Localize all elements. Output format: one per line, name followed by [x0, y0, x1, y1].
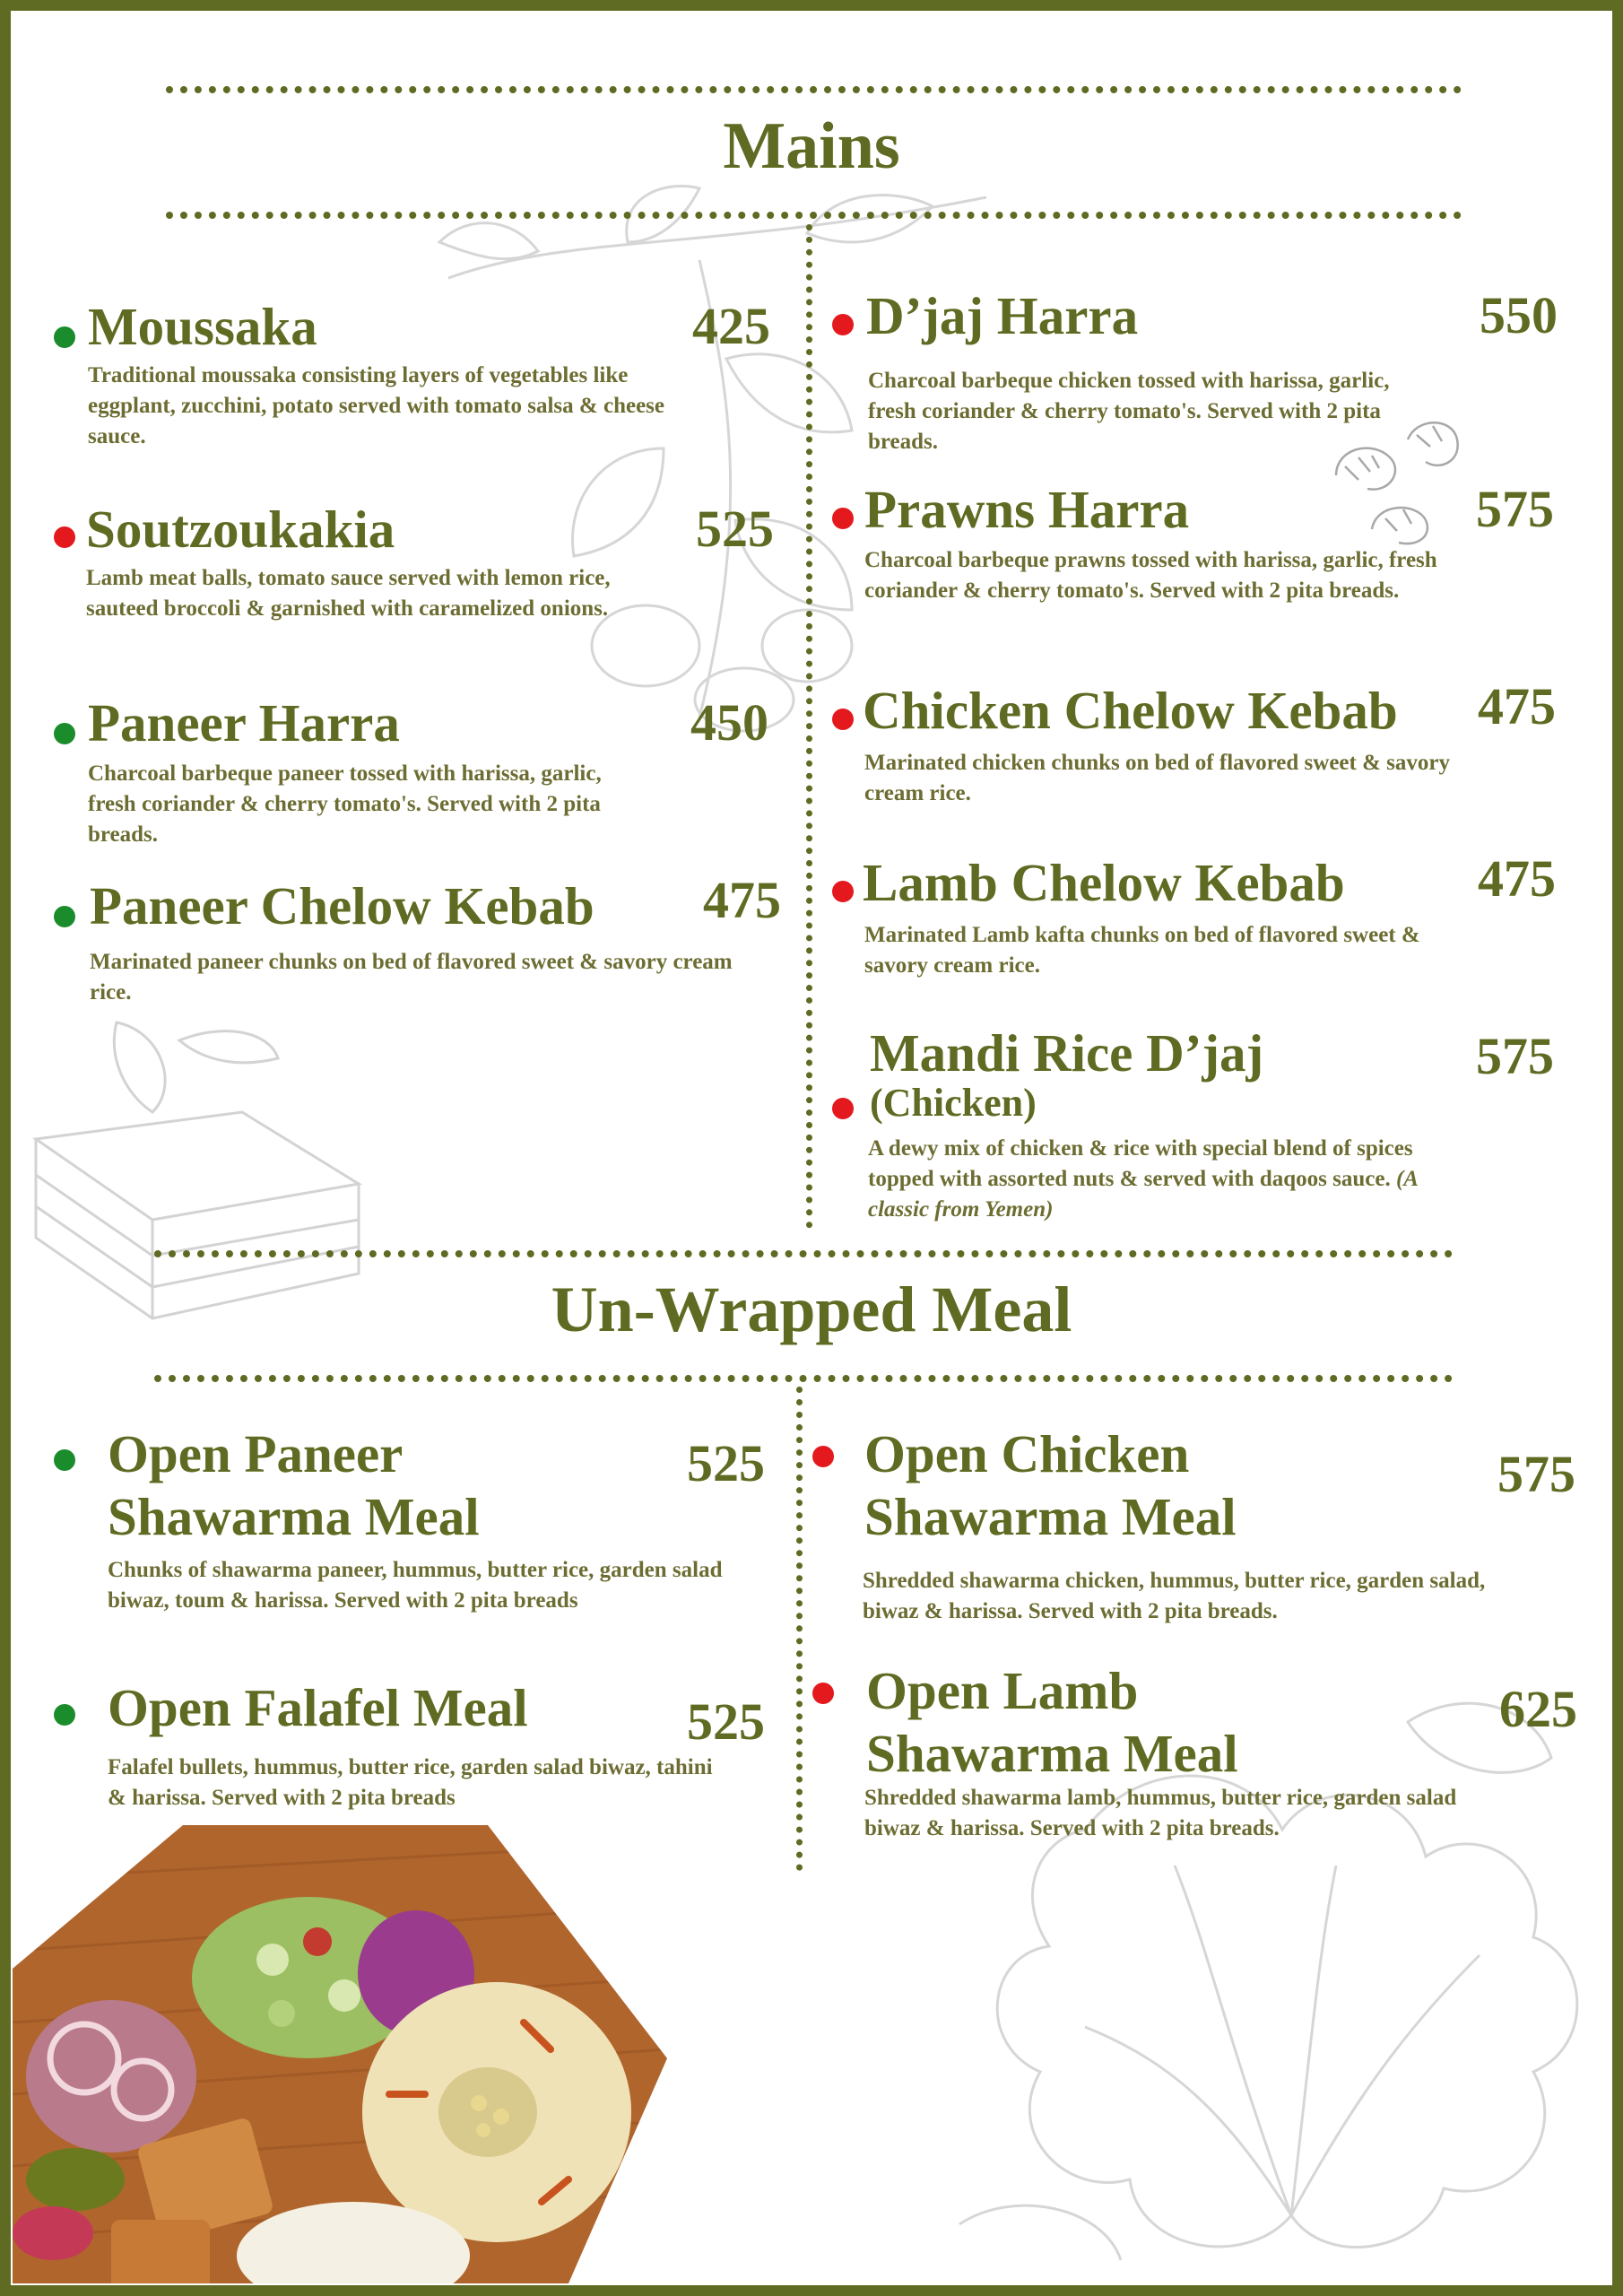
unwrapped-top-divider: [154, 1250, 1453, 1257]
item-description: Lamb meat balls, tomato sauce served with lemon rice, sauteed broccoli & garnished with caramelized onions.: [86, 566, 611, 621]
item-name: Moussaka: [88, 297, 317, 356]
item-name: Open Lamb Shawarma Meal: [866, 1661, 1238, 1783]
item-description: Marinated Lamb kafta chunks on bed of flavored sweet & savory cream rice.: [864, 923, 1420, 978]
nonveg-indicator-dot: [832, 508, 854, 529]
nonveg-indicator-dot: [54, 526, 75, 548]
section-title-unwrapped-meal: Un-Wrapped Meal: [551, 1274, 1072, 1345]
item-description: Shredded shawarma lamb, hummus, butter rice, garden salad biwaz & harissa. Served with 2 pita breads.: [864, 1786, 1457, 1840]
veg-indicator-dot: [54, 1449, 75, 1471]
mains-top-divider: [166, 86, 1462, 93]
item-description: Marinated paneer chunks on bed of flavored sweet & savory cream rice.: [90, 950, 733, 1004]
item-price: 550: [1480, 286, 1558, 344]
veg-indicator-dot: [54, 1704, 75, 1726]
veg-indicator-dot: [54, 723, 75, 744]
item-description: Charcoal barbeque prawns tossed with harissa, garlic, fresh coriander & cherry tomato's. Served with 2 pita breads.: [864, 548, 1437, 603]
unwrapped-column-divider: [796, 1387, 803, 1871]
item-name: Open Paneer Shawarma Meal: [108, 1424, 480, 1546]
item-description: Falafel bullets, hummus, butter rice, garden salad biwaz, tahini & harissa. Served with 2 pita breads: [108, 1755, 713, 1810]
shawarma-platter-photo: [13, 1825, 667, 2283]
item-description: Traditional moussaka consisting layers of vegetables like eggplant, zucchini, potato served with tomato salsa & cheese sauce.: [88, 363, 664, 448]
unwrapped-bottom-divider: [154, 1375, 1453, 1382]
item-name: D’jaj Harra: [866, 286, 1139, 345]
item-name: Soutzoukakia: [86, 500, 395, 559]
nonveg-indicator-dot: [832, 1098, 854, 1119]
item-name: Lamb Chelow Kebab: [863, 853, 1345, 912]
item-name: Chicken Chelow Kebab: [863, 681, 1398, 740]
item-price: 425: [692, 297, 770, 355]
nonveg-indicator-dot: [812, 1683, 834, 1704]
item-description: Charcoal barbeque paneer tossed with harissa, garlic, fresh coriander & cherry tomato's. Served with 2 pita breads.: [88, 761, 602, 847]
item-name: Paneer Harra: [88, 693, 400, 752]
item-price: 575: [1476, 480, 1554, 538]
mains-bottom-divider: [166, 212, 1462, 219]
item-name: Paneer Chelow Kebab: [90, 876, 595, 935]
item-description: Marinated chicken chunks on bed of flavored sweet & savory cream rice.: [864, 751, 1451, 805]
item-description: Shredded shawarma chicken, hummus, butter rice, garden salad, biwaz & harissa. Served with 2 pita breads.: [863, 1569, 1486, 1623]
item-name: Prawns Harra: [864, 480, 1190, 539]
item-description: Chunks of shawarma paneer, hummus, butter rice, garden salad biwaz, toum & harissa. Served with 2 pita breads: [108, 1558, 723, 1613]
item-price: 525: [696, 500, 774, 558]
veg-indicator-dot: [54, 906, 75, 927]
nonveg-indicator-dot: [832, 314, 854, 335]
item-price: 525: [687, 1434, 765, 1492]
item-subname: (Chicken): [870, 1081, 1037, 1125]
mains-column-divider: [806, 224, 812, 1229]
item-description: Charcoal barbeque chicken tossed with harissa, garlic, fresh coriander & cherry tomato's. Served with 2 pita breads.: [868, 369, 1390, 454]
item-price: 625: [1499, 1680, 1577, 1738]
item-description: [868, 1134, 1478, 1225]
item-price: 525: [687, 1692, 765, 1751]
item-description-text: A dewy mix of chicken & rice with special blend of spices topped with assorted nuts & served with daqoos sauce.: [868, 1136, 1413, 1191]
nonveg-indicator-dot: [832, 709, 854, 730]
item-name: Open Falafel Meal: [108, 1678, 528, 1737]
section-title-mains: Mains: [723, 109, 900, 183]
item-name: Mandi Rice D’jaj: [870, 1023, 1264, 1083]
olive-branch-sketch: [430, 179, 1004, 735]
nonveg-indicator-dot: [832, 881, 854, 902]
item-name: Open Chicken Shawarma Meal: [864, 1424, 1237, 1546]
item-price: 475: [703, 871, 781, 929]
item-price: 475: [1478, 677, 1556, 735]
item-price: 575: [1476, 1027, 1554, 1085]
nonveg-indicator-dot: [812, 1446, 834, 1467]
veg-indicator-dot: [54, 326, 75, 348]
item-origin-note: (A classic from Yemen): [868, 1167, 1418, 1222]
item-price: 575: [1497, 1445, 1575, 1503]
item-price: 450: [690, 693, 768, 752]
item-price: 475: [1478, 849, 1556, 908]
